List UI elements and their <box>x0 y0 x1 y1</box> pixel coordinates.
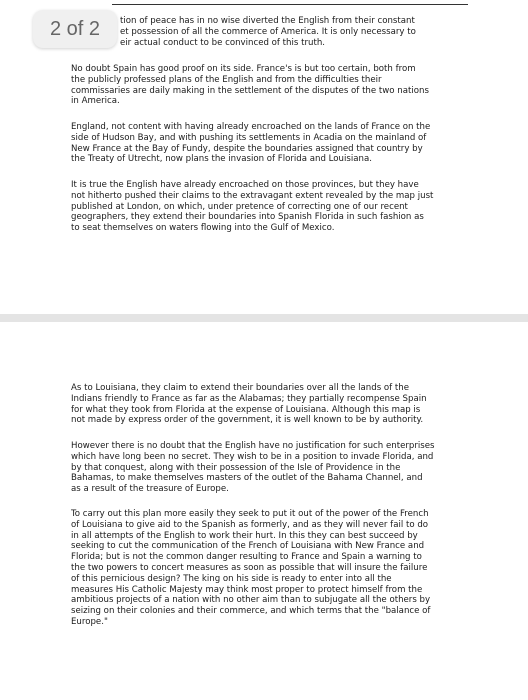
text-line: which have long been no secret. They wish to be in a position to invade Florida, and <box>71 451 434 462</box>
text-line: commissaries are daily making in the settlement of the disputes of the two nations <box>71 85 429 96</box>
paragraph-map-claims <box>71 180 433 234</box>
paragraph-no-justification <box>71 441 435 495</box>
text-line: To carry out this plan more easily they seek to put it out of the power of the French <box>71 509 429 519</box>
text-line: Florida; but is not the common danger resulting to France and Spain a warning to <box>71 552 422 563</box>
text-line: eir actual conduct to be convinced of this truth. <box>120 37 325 48</box>
text-line: in all attempts of the English to work their hurt. In this they can best succeed by <box>71 530 418 541</box>
paragraph-louisiana-claims <box>71 383 427 426</box>
page-indicator: 2 of 2 <box>33 10 117 48</box>
text-line: tion of peace has in no wise diverted the English from their constant <box>120 16 415 26</box>
text-line: not hitherto pushed their claims to the extravagant extent revealed by the map just <box>71 190 434 201</box>
text-line: as a result of the treasure of Europe. <box>71 484 229 495</box>
text-line: not made by express order of the government, it is well known to be by authority. <box>71 415 424 426</box>
document-page-1 <box>0 0 528 314</box>
paragraph-spain-proof <box>71 64 429 107</box>
text-line: to seat themselves on waters flowing into the Gulf of Mexico. <box>71 223 335 234</box>
header-rule <box>112 4 468 5</box>
text-line: However there is no doubt that the English have no justification for such enterprises <box>71 441 435 451</box>
text-line: by that conquest, along with their possession of the Isle of Providence in the <box>71 462 401 473</box>
text-line: the publicly professed plans of the English and from the difficulties their <box>71 74 382 85</box>
text-line: seeking to cut the communication of the French of Louisiana with New France and <box>71 541 425 552</box>
text-line: seizing on their colonies and their commerce, and which terms that the "balance of <box>71 606 431 617</box>
paragraph-intro <box>120 16 416 48</box>
text-line: geographers, they extend their boundaries into Spanish Florida in such fashion as <box>71 212 424 223</box>
text-line: Bahamas, to make themselves masters of the outlet of the Bahama Channel, and <box>71 473 423 484</box>
text-line: for what they took from Florida at the expense of Louisiana. Although this map is <box>71 404 421 415</box>
text-line: of Louisiana to give aid to the Spanish as formerly, and as they will never fail to do <box>71 519 429 530</box>
text-line: of this pernicious design? The king on his side is ready to enter into all the <box>71 573 392 584</box>
text-line: It is true the English have already encroached on those provinces, but they have <box>71 180 419 190</box>
text-line: Indians friendly to France as far as the Alabamas; they partially recompense Spain <box>71 393 427 404</box>
paragraph-england-encroach <box>71 122 430 165</box>
text-line: the Treaty of Utrecht, now plans the invasion of Florida and Louisiana. <box>71 154 372 165</box>
paragraph-balance-of-europe <box>71 509 430 628</box>
text-line: Europe." <box>71 616 108 627</box>
text-line: As to Louisiana, they claim to extend their boundaries over all the lands of the <box>71 383 410 393</box>
document-page-2 <box>0 322 528 700</box>
text-line: No doubt Spain has good proof on its side. France's is but too certain, both from <box>71 64 416 74</box>
text-line: side of Hudson Bay, and with pushing its settlements in Acadia on the mainland of <box>71 132 427 143</box>
text-line: New France at the Bay of Fundy, despite the boundaries assigned that country by <box>71 143 423 154</box>
text-line: ambitious projects of a nation with no other aim than to subjugate all the others by <box>71 595 431 606</box>
text-line: published at London, on which, under pretence of correcting one of our recent <box>71 201 408 212</box>
text-line: the two powers to concert measures as soon as possible that will insure the failure <box>71 562 428 573</box>
text-line: measures His Catholic Majesty may think most proper to protect himself from the <box>71 584 423 595</box>
text-line: in America. <box>71 96 120 107</box>
text-line: et possession of all the commerce of America. It is only necessary to <box>120 26 416 37</box>
text-line: England, not content with having already encroached on the lands of France on the <box>71 122 431 132</box>
